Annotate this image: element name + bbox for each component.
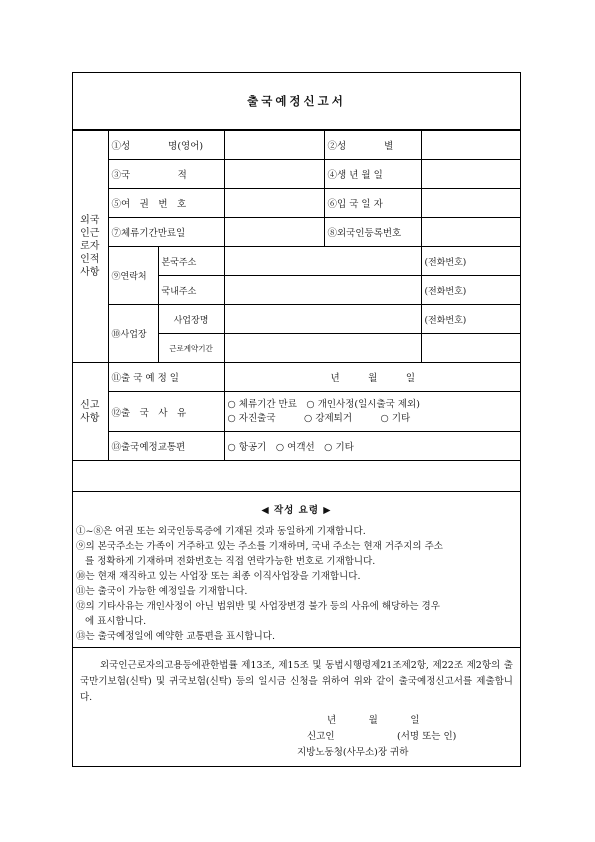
passport-field[interactable] — [224, 189, 324, 218]
instruction-item: ⑫의 기타사유는 개인사정이 아닌 법위반 및 사업장변경 불가 등의 사유에 해당하는 경우 — [76, 601, 440, 612]
workplace-label: ⑩사업장 — [108, 305, 158, 363]
nationality-field[interactable] — [224, 160, 324, 189]
form-table — [72, 130, 521, 461]
signer-label: 신고인 — [307, 731, 335, 742]
contract-period-extra[interactable] — [421, 334, 521, 363]
name-label: ①성 명(영어) — [108, 131, 224, 160]
workplace-name-label: 사업장명 — [158, 305, 224, 334]
instruction-item: 를 정확하게 기재하며 전화번호는 직접 연락가능한 번호로 기재합니다. — [85, 556, 376, 567]
instruction-item: 에 표시합니다. — [85, 616, 147, 627]
declaration-text: 외국인근로자의고용등에관한법률 제13조, 제15조 및 동법시행령제21조제2항, 제22조 제2항의 출국만기보험(신탁) 및 귀국보험(신탁) 등의 일시금 신청을 위하여 위와 같이 출국예정신고서를 제출합니다. — [80, 660, 513, 703]
home-address-label: 본국주소 — [158, 247, 224, 276]
birthdate-field[interactable] — [421, 160, 521, 189]
name-field[interactable] — [224, 131, 324, 160]
signature-field[interactable]: (서명 또는 인) — [397, 731, 457, 742]
gender-label: ②성 별 — [324, 131, 421, 160]
home-address-field[interactable] — [224, 247, 421, 276]
registration-no-label: ⑧외국인등록번호 — [324, 218, 421, 247]
departure-reason-options[interactable] — [224, 392, 521, 432]
reason-options-line1[interactable]: ○ 체류기간 만료 ○ 개인사정(일시출국 제외) — [227, 398, 420, 410]
workplace-name-field[interactable] — [224, 305, 421, 334]
instruction-item: ⑩는 현재 재직하고 있는 사업장 또는 최종 이직사업장을 기재합니다. — [76, 571, 361, 582]
reason-options-line2[interactable]: ○ 자진출국 ○ 강제퇴거 ○ 기타 — [227, 412, 411, 424]
departure-date-label: ⑪출 국 예 정 일 — [108, 363, 224, 392]
local-address-field[interactable] — [224, 276, 421, 305]
entry-date-field[interactable] — [421, 189, 521, 218]
instructions-section — [72, 491, 521, 647]
form-title: 출국예정신고서 — [72, 72, 521, 130]
passport-label: ⑤여 권 번 호 — [108, 189, 224, 218]
departure-reason-label: ⑫출 국 사 유 — [108, 392, 224, 432]
home-phone-label[interactable]: (전화번호) — [421, 247, 521, 276]
transport-options[interactable]: ○ 항공기 ○ 여객선 ○ 기타 — [224, 432, 521, 461]
report-group-label: 신고 사항 — [72, 363, 108, 461]
instruction-item: ⑨의 본국주소는 가족이 거주하고 있는 주소를 기재하며, 국내 주소는 현재 거주지의 주소 — [76, 541, 443, 552]
nationality-label: ③국 적 — [108, 160, 224, 189]
entry-date-label: ⑥입 국 일 자 — [324, 189, 421, 218]
workplace-phone-label[interactable]: (전화번호) — [421, 305, 521, 334]
instruction-item: ①~⑧은 여권 또는 외국인등록증에 기재된 것과 동일하게 기재합니다. — [76, 526, 366, 537]
local-address-label: 국내주소 — [158, 276, 224, 305]
declaration-date[interactable]: 년 월 일 — [327, 715, 421, 726]
worker-info-group-label: 외국 인근 로자 인적 사항 — [72, 131, 108, 363]
departure-date-field[interactable]: 년 월 일 — [224, 363, 521, 392]
instruction-item: ⑬는 출국예정일에 예약한 교통편을 표시합니다. — [76, 631, 275, 642]
instructions-heading: ◀ 작성 요령 ▶ — [261, 505, 332, 516]
contract-period-field[interactable] — [224, 334, 421, 363]
declaration-section — [72, 647, 521, 767]
stay-expiry-field[interactable] — [224, 218, 324, 247]
transport-label: ⑬출국예정교통편 — [108, 432, 224, 461]
registration-no-field[interactable] — [421, 218, 521, 247]
birthdate-label: ④생 년 월 일 — [324, 160, 421, 189]
stay-expiry-label: ⑦체류기간만료일 — [108, 218, 224, 247]
gender-field[interactable] — [421, 131, 521, 160]
local-phone-label[interactable]: (전화번호) — [421, 276, 521, 305]
contract-period-label: 근로계약기간 — [158, 334, 224, 363]
instruction-item: ⑪는 출국이 가능한 예정일을 기재합니다. — [76, 586, 248, 597]
contact-label: ⑨연락처 — [108, 247, 158, 305]
addressee: 지방노동청(사무소)장 귀하 — [297, 747, 409, 758]
